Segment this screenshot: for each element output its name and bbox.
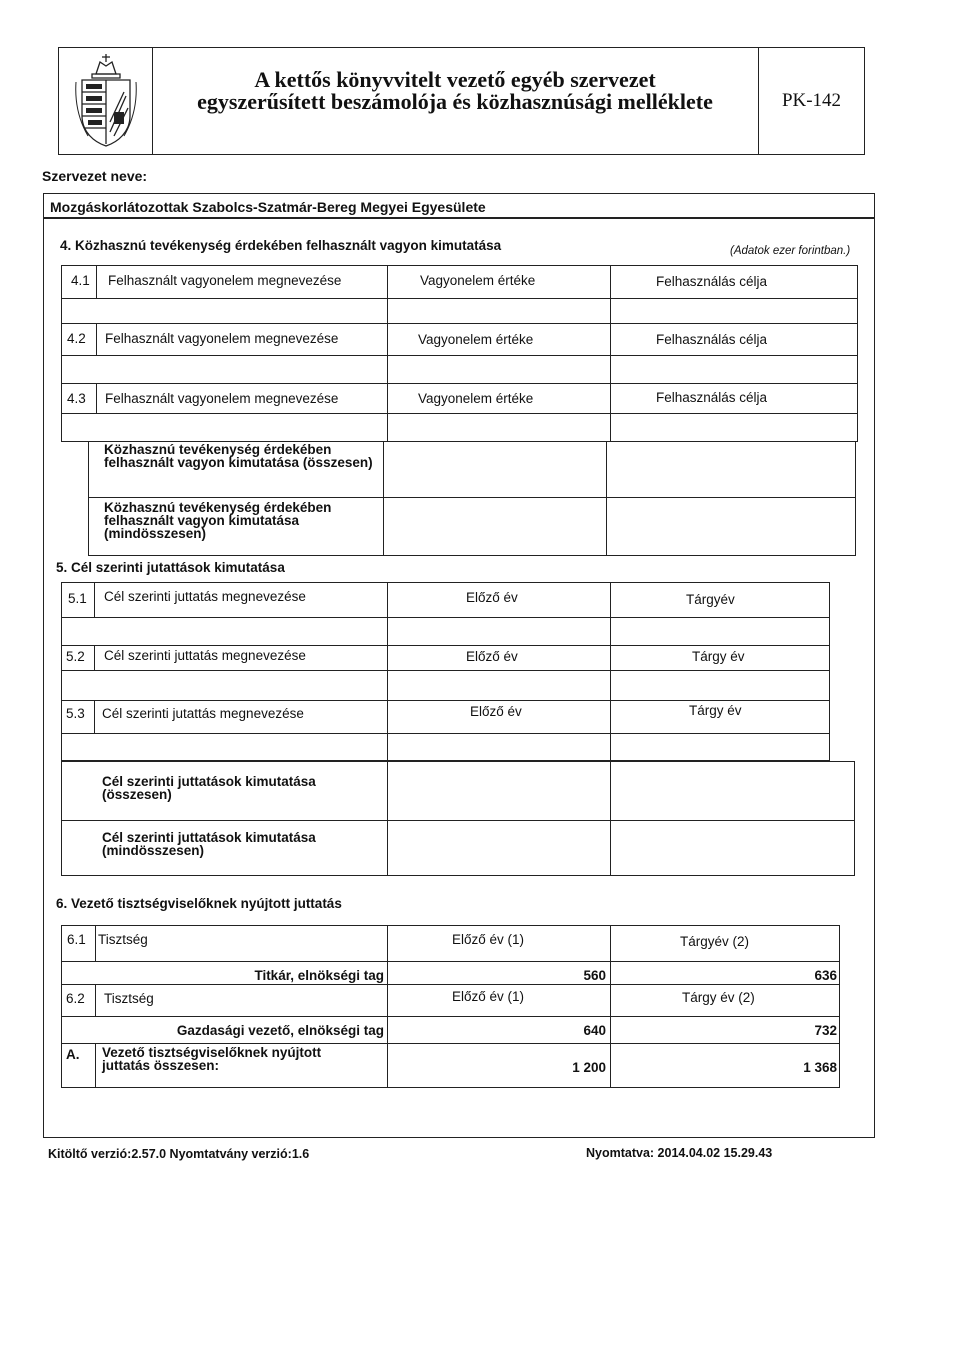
- row-5-1-name-header: Cél szerinti juttatás megnevezése: [104, 589, 306, 604]
- total-prev-value: 1 200: [572, 1060, 606, 1075]
- row-5-3-num: 5.3: [66, 706, 85, 721]
- row-4-1-name-header: Felhasznált vagyonelem megnevezése: [108, 273, 342, 288]
- row-6-2-curr-value: 732: [814, 1023, 837, 1038]
- units-note: (Adatok ezer forintban.): [730, 245, 851, 257]
- section4-total-label: Közhasznú tevékenység érdekében felhasznált vagyon kimutatása (összesen): [104, 442, 373, 470]
- total-row-num: A.: [66, 1047, 80, 1062]
- section4-table: [61, 265, 858, 442]
- row-6-1-label: Tisztség: [98, 932, 148, 947]
- row-5-1-num: 5.1: [68, 591, 87, 606]
- row-6-1-curr-header: Tárgyév (2): [680, 934, 750, 949]
- row-4-3-num: 4.3: [67, 391, 86, 406]
- row-6-1-prev-header: Előző év (1): [452, 932, 525, 947]
- section5-grand-total-label: Cél szerinti juttatások kimutatása (mindösszesen): [102, 830, 316, 858]
- row-6-2-prev-header: Előző év (1): [452, 989, 525, 1004]
- footer-version: Kitöltő verzió:2.57.0 Nyomtatvány verzió:1.6: [48, 1147, 310, 1161]
- organization-name: Mozgáskorlátozottak Szabolcs-Szatmár-Bereg Megyei Egyesülete: [50, 199, 486, 215]
- row-4-1-num: 4.1: [71, 273, 90, 288]
- section5-table: [61, 582, 830, 761]
- row-6-1-prev-value: 560: [583, 968, 606, 983]
- row-4-2-value-header: Vagyonelem értéke: [418, 332, 534, 347]
- row-4-2-purpose-header: Felhasználás célja: [656, 332, 768, 347]
- row-6-1-curr-value: 636: [814, 968, 837, 983]
- row-4-3-purpose-header: Felhasználás célja: [656, 390, 768, 405]
- row-4-2-num: 4.2: [67, 331, 86, 346]
- row-5-1-curr-header: Tárgyév: [686, 592, 735, 607]
- row-6-1-num: 6.1: [67, 932, 86, 947]
- total-row-label: Vezető tisztségviselőknek nyújtott juttatás összesen:: [102, 1045, 322, 1073]
- row-6-2-curr-header: Tárgy év (2): [682, 990, 755, 1005]
- total-curr-value: 1 368: [803, 1060, 837, 1075]
- row-4-2-name-header: Felhasznált vagyonelem megnevezése: [105, 331, 339, 346]
- form-code: PK-142: [781, 90, 842, 111]
- form-title-line1: A kettős könyvvitelt vezető egyéb szervezet: [254, 67, 656, 92]
- row-5-2-curr-header: Tárgy év: [692, 649, 745, 664]
- row-5-3-name-header: Cél szerinti jutattás megnevezése: [102, 706, 304, 721]
- row-5-2-prev-header: Előző év: [466, 649, 518, 664]
- row-4-3-name-header: Felhasznált vagyonelem megnevezése: [105, 391, 339, 406]
- row-5-3-curr-header: Tárgy év: [689, 703, 742, 718]
- organization-label: Szervezet neve:: [42, 168, 148, 184]
- row-4-3-value-header: Vagyonelem értéke: [418, 391, 534, 406]
- row-6-2-label: Tisztség: [104, 991, 154, 1006]
- row-6-2-num: 6.2: [66, 991, 85, 1006]
- section5-title: 5. Cél szerinti jutattások kimutatása: [56, 560, 285, 575]
- row-5-1-prev-header: Előző év: [466, 590, 518, 605]
- row-6-2-prev-value: 640: [583, 1023, 606, 1038]
- row-5-3-prev-header: Előző év: [470, 704, 522, 719]
- footer-printed: Nyomtatva: 2014.04.02 15.29.43: [586, 1146, 773, 1160]
- row-4-1-purpose-header: Felhasználás célja: [656, 274, 768, 289]
- section4-grand-total-label: Közhasznú tevékenység érdekében felhasznált vagyon kimutatása (mindösszesen): [104, 500, 332, 541]
- section6-title: 6. Vezető tisztségviselőknek nyújtott juttatás: [56, 896, 342, 911]
- row-6-1-position: Titkár, elnökségi tag: [254, 968, 384, 983]
- section5-total-label: Cél szerinti juttatások kimutatása (összesen): [102, 774, 316, 802]
- section4-title: 4. Közhasznú tevékenység érdekében felhasznált vagyon kimutatása: [60, 238, 502, 253]
- row-5-2-num: 5.2: [66, 649, 85, 664]
- row-6-2-position: Gazdasági vezető, elnökségi tag: [176, 1023, 384, 1038]
- row-4-1-value-header: Vagyonelem értéke: [420, 273, 536, 288]
- coat-of-arms-icon: [74, 52, 138, 150]
- form-title-line2: egyszerűsített beszámolója és közhasznúsági melléklete: [197, 89, 713, 114]
- row-5-2-name-header: Cél szerinti juttatás megnevezése: [104, 648, 306, 663]
